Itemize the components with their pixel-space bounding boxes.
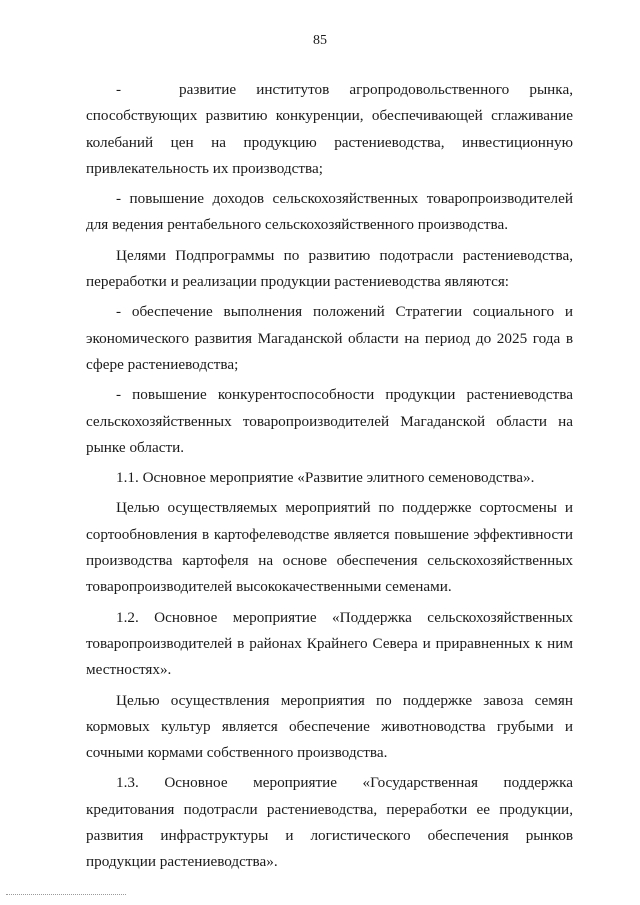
- document-body: [86, 77, 573, 876]
- paragraph-market-institutions: [86, 77, 573, 182]
- heading-measure-1-2: 1.2. Основное мероприятие «Поддержка сельскохозяйственных товаропроизводителей в районах Крайнего Севера и приравненных к ним местностях».: [86, 608, 573, 679]
- heading-measure-1-1: 1.1. Основное мероприятие «Развитие элитного семеноводства».: [116, 469, 535, 487]
- paragraph-subprogram-goals: Целями Подпрограммы по развитию подотрасли растениеводства, переработки и реализации продукции растениеводства являются:: [86, 246, 573, 291]
- paragraph-competitiveness: - повышение конкурентоспособности продукции растениеводства сельскохозяйственных товаропроизводителей Магаданской области на рынке области.: [86, 386, 573, 456]
- paragraph-strategy-provisions: - обеспечение выполнения положений Стратегии социального и экономического развития Магаданской области на период до 2025 года в сфере растениеводства;: [86, 303, 573, 373]
- paragraph-fodder-seeds: Целью осуществления мероприятия по поддержке завоза семян кормовых культур является обеспечение животноводства грубыми и сочными кормами собственного производства.: [86, 691, 573, 762]
- heading-measure-1-3: 1.3. Основное мероприятие «Государственная поддержка кредитования подотрасли растениеводства, переработки ее продукции, развития инфраструктуры и логистического обеспечения рынков продукции растениеводства».: [86, 774, 573, 871]
- list-dash: -: [116, 81, 122, 98]
- page-number: 85: [313, 33, 327, 48]
- scan-artifact-divider: [6, 894, 126, 897]
- paragraph-income-increase: - повышение доходов сельскохозяйственных товаропроизводителей для ведения рентабельного сельскохозяйственного производства.: [86, 190, 573, 234]
- paragraph-text: развитие институтов агропродовольственного рынка, способствующих развитию конкуренции, обеспечивающей сглаживание колебаний цен на продукцию растениеводства, инвестиционную привлекательность их производства;: [86, 81, 573, 177]
- paragraph-seed-renewal: Целью осуществляемых мероприятий по поддержке сортосмены и сортообновления в картофелеводстве является повышение эффективности производства картофеля на основе обеспечения сельскохозяйственных товаропроизводителей высококачественными семенами.: [86, 499, 573, 596]
